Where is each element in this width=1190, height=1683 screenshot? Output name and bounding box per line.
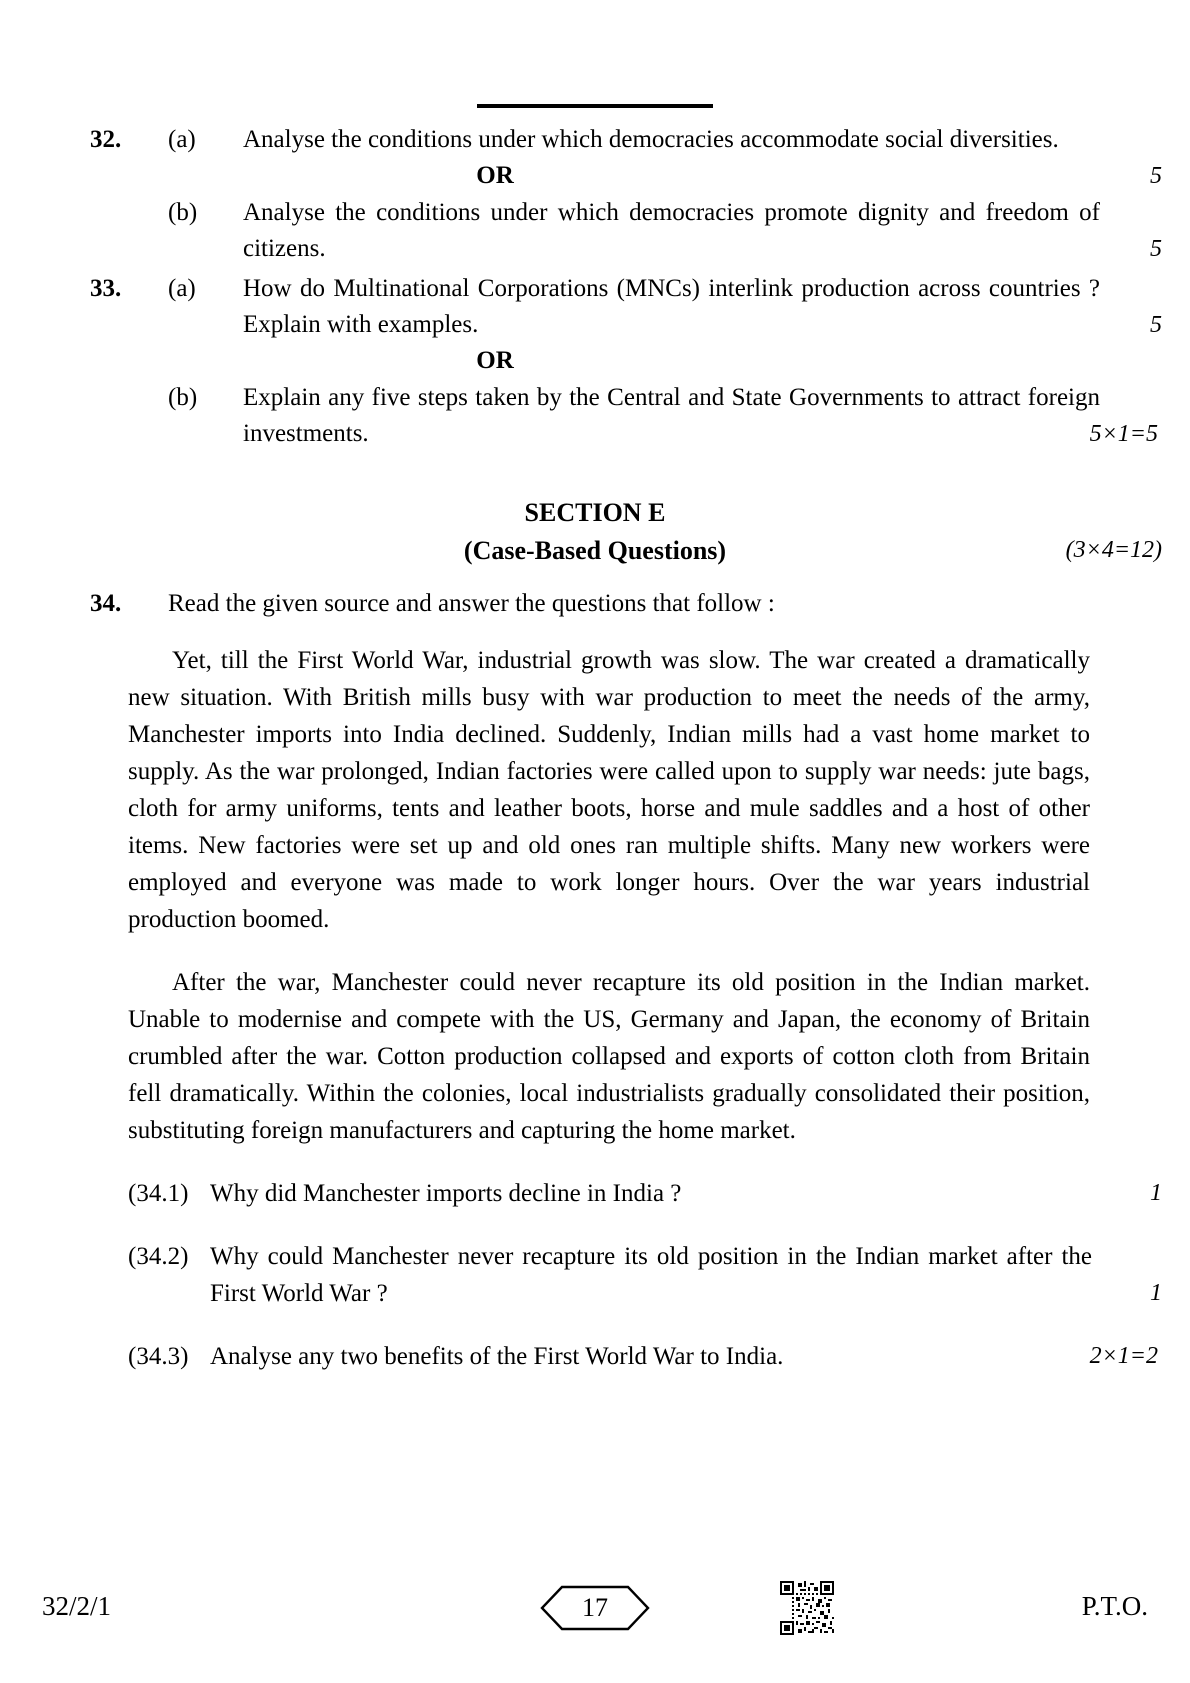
sub-question-34-3 (90, 1338, 1158, 1375)
question-32-b-marks: 5 (1150, 236, 1162, 262)
sub-question-34-2-text: Why could Manchester never recapture its old position in the Indian market after the First World War ? (210, 1243, 1092, 1307)
question-33-b-label: (b) (168, 384, 198, 411)
section-e-marks: (3×4=12) (1065, 537, 1162, 563)
sub-question-34-3-text: Analyse any two benefits of the First World War to India. (210, 1343, 784, 1370)
section-e-subtitle-wrap (90, 532, 1162, 570)
page-number-badge (540, 1585, 650, 1631)
sub-question-34-1-marks: 1 (1150, 1180, 1162, 1206)
question-33-a-marks: 5 (1150, 312, 1162, 338)
paper-code: 32/2/1 (42, 1591, 112, 1621)
question-34-instruction: Read the given source and answer the questions that follow : (168, 590, 775, 617)
source-passage-paragraph-1: Yet, till the First World War, industrial growth was slow. The war created a dramatically new situation. With British mills busy with war production to meet the needs of the army, Manchester imports into India declined. Suddenly, Indian mills had a vast home market to supply. As the war prolonged, Indian factories were called upon to supply war needs: jute bags, cloth for army uniforms, tents and leather boots, horse and mule saddles and a host of other items. New factories were set up and old ones ran multiple shifts. Many new workers were employed and everyone was made to work longer hours. Over the war years industrial production boomed. (128, 647, 1090, 933)
top-divider-wrap (90, 0, 1100, 108)
question-32-option-b (90, 195, 1162, 267)
question-33-option-b (90, 380, 1158, 452)
sub-question-34-2-marks: 1 (1150, 1280, 1162, 1306)
question-33-b-text: Explain any five steps taken by the Central and State Governments to attract foreign investments. (243, 384, 1100, 447)
sub-question-34-2 (90, 1238, 1162, 1312)
question-34 (90, 586, 1100, 622)
top-divider (477, 104, 713, 108)
question-32-b-text-wrap (243, 195, 1162, 267)
question-33-b-text-wrap (243, 380, 1158, 452)
sub-question-34-1 (90, 1175, 1162, 1212)
sub-question-34-1-number: (34.1) (128, 1180, 189, 1207)
section-e-title: SECTION E (524, 498, 666, 527)
page-number: 17 (582, 1593, 608, 1622)
question-32-b-text: Analyse the conditions under which democracies promote dignity and freedom of citizens. (243, 199, 1100, 262)
pto-label: P.T.O. (1081, 1591, 1148, 1621)
question-33-a-label: (a) (168, 275, 196, 302)
section-e-subtitle: (Case-Based Questions) (463, 536, 727, 565)
source-passage-paragraph-2: After the war, Manchester could never recapture its old position in the Indian market. Unable to modernise and compete with the US, Germany and Japan, the economy of Britain crumbled after the war. Cotton production collapsed and exports of cotton cloth from Britain fell dramatically. Within the colonies, local industrialists gradually consolidated their position, substituting foreign manufacturers and capturing the home market. (128, 969, 1090, 1144)
question-33-or: OR (476, 347, 514, 374)
question-34-number: 34. (90, 590, 122, 617)
page-footer (0, 1585, 1190, 1641)
sub-question-34-1-text: Why did Manchester imports decline in India ? (210, 1180, 682, 1207)
qr-code-icon (778, 1579, 836, 1637)
sub-question-34-3-marks: 2×1=2 (1089, 1343, 1158, 1369)
question-32-a-text: Analyse the conditions under which democracies accommodate social diversities. (243, 126, 1059, 153)
question-33-a-text-wrap (243, 271, 1162, 343)
question-32-number: 32. (90, 126, 122, 153)
question-32-or: OR (476, 162, 514, 189)
sub-question-34-3-number: (34.3) (128, 1343, 189, 1370)
question-33-number: 33. (90, 275, 122, 302)
question-32-a-marks: 5 (1150, 163, 1162, 189)
question-33-b-marks: 5×1=5 (1089, 421, 1158, 447)
question-32-b-label: (b) (168, 199, 198, 226)
question-33-a-text: How do Multinational Corporations (MNCs) interlink production across countries ? Explain with examples. (243, 275, 1100, 338)
sub-question-34-2-number: (34.2) (128, 1243, 189, 1270)
question-33-option-a (90, 271, 1162, 343)
question-32-a-label: (a) (168, 126, 196, 153)
